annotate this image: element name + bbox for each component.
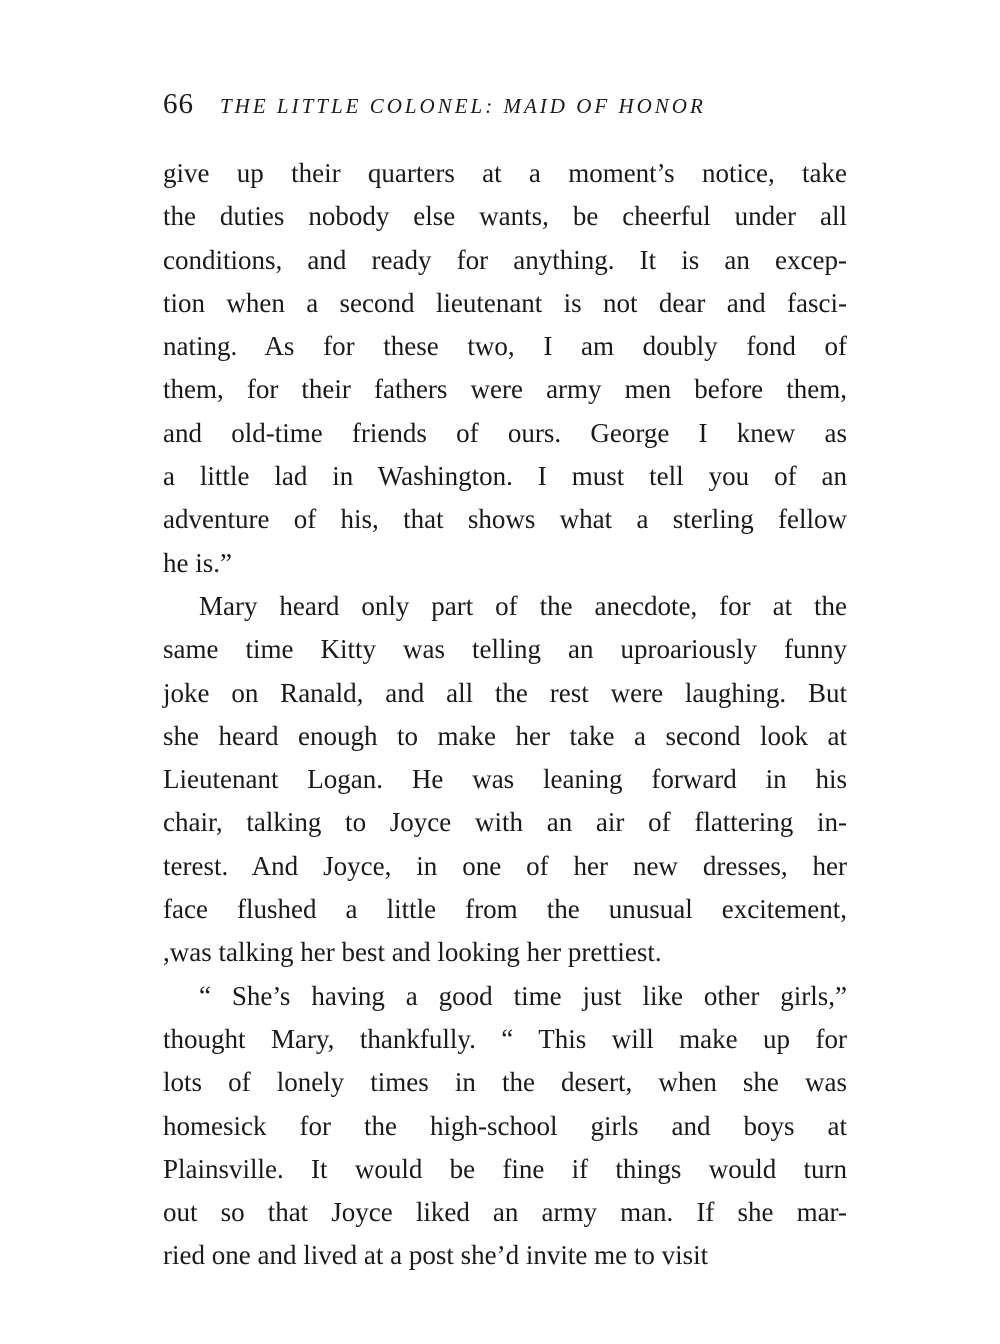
text-line: conditions, and ready for anything. It is an excep-	[163, 244, 847, 275]
text-line: same time Kitty was telling an uproariously funny	[163, 634, 847, 665]
running-title: THE LITTLE COLONEL: MAID OF HONOR	[220, 94, 706, 118]
text-line: nating. As for these two, I am doubly fond of	[163, 331, 847, 362]
page-number: 66	[163, 88, 194, 120]
text-line: thought Mary, thankfully. “ This will make up for	[163, 1023, 847, 1054]
text-line: she heard enough to make her take a second look at	[163, 720, 847, 751]
page-header	[163, 88, 853, 128]
text-line: a little lad in Washington. I must tell you of an	[163, 461, 847, 492]
text-line: them, for their fathers were army men before them,	[163, 374, 847, 405]
text-line: “ She’s having a good time just like other girls,”	[199, 980, 847, 1011]
text-line: Plainsville. It would be fine if things would turn	[163, 1153, 847, 1184]
text-line: and old-time friends of ours. George I knew as	[163, 417, 847, 448]
text-line: lots of lonely times in the desert, when she was	[163, 1067, 847, 1098]
text-line: ried one and lived at a post she’d invite me to visit	[163, 1240, 709, 1271]
text-line: joke on Ranald, and all the rest were laughing. But	[163, 677, 847, 708]
text-line: face flushed a little from the unusual excitement,	[163, 894, 847, 925]
paragraph	[163, 585, 847, 975]
text-line: terest. And Joyce, in one of her new dresses, her	[163, 850, 847, 881]
text-line: homesick for the high-school girls and boys at	[163, 1110, 847, 1141]
text-line: give up their quarters at a moment’s notice, take	[163, 158, 847, 188]
text-line: he is.”	[163, 547, 232, 578]
text-line: tion when a second lieutenant is not dear and fasci-	[163, 287, 847, 318]
text-line: Mary heard only part of the anecdote, for at the	[199, 590, 847, 621]
text-line: chair, talking to Joyce with an air of flattering in-	[163, 807, 847, 838]
text-line: out so that Joyce liked an army man. If she mar-	[163, 1197, 847, 1228]
paragraph	[163, 975, 847, 1278]
paragraph	[163, 152, 847, 585]
text-line: adventure of his, that shows what a sterling fellow	[163, 504, 847, 535]
text-line: Lieutenant Logan. He was leaning forward in his	[163, 764, 847, 795]
body-text	[163, 152, 847, 1278]
text-line: ,was talking her best and looking her prettiest.	[163, 937, 662, 968]
text-line: the duties nobody else wants, be cheerful under all	[163, 201, 847, 232]
